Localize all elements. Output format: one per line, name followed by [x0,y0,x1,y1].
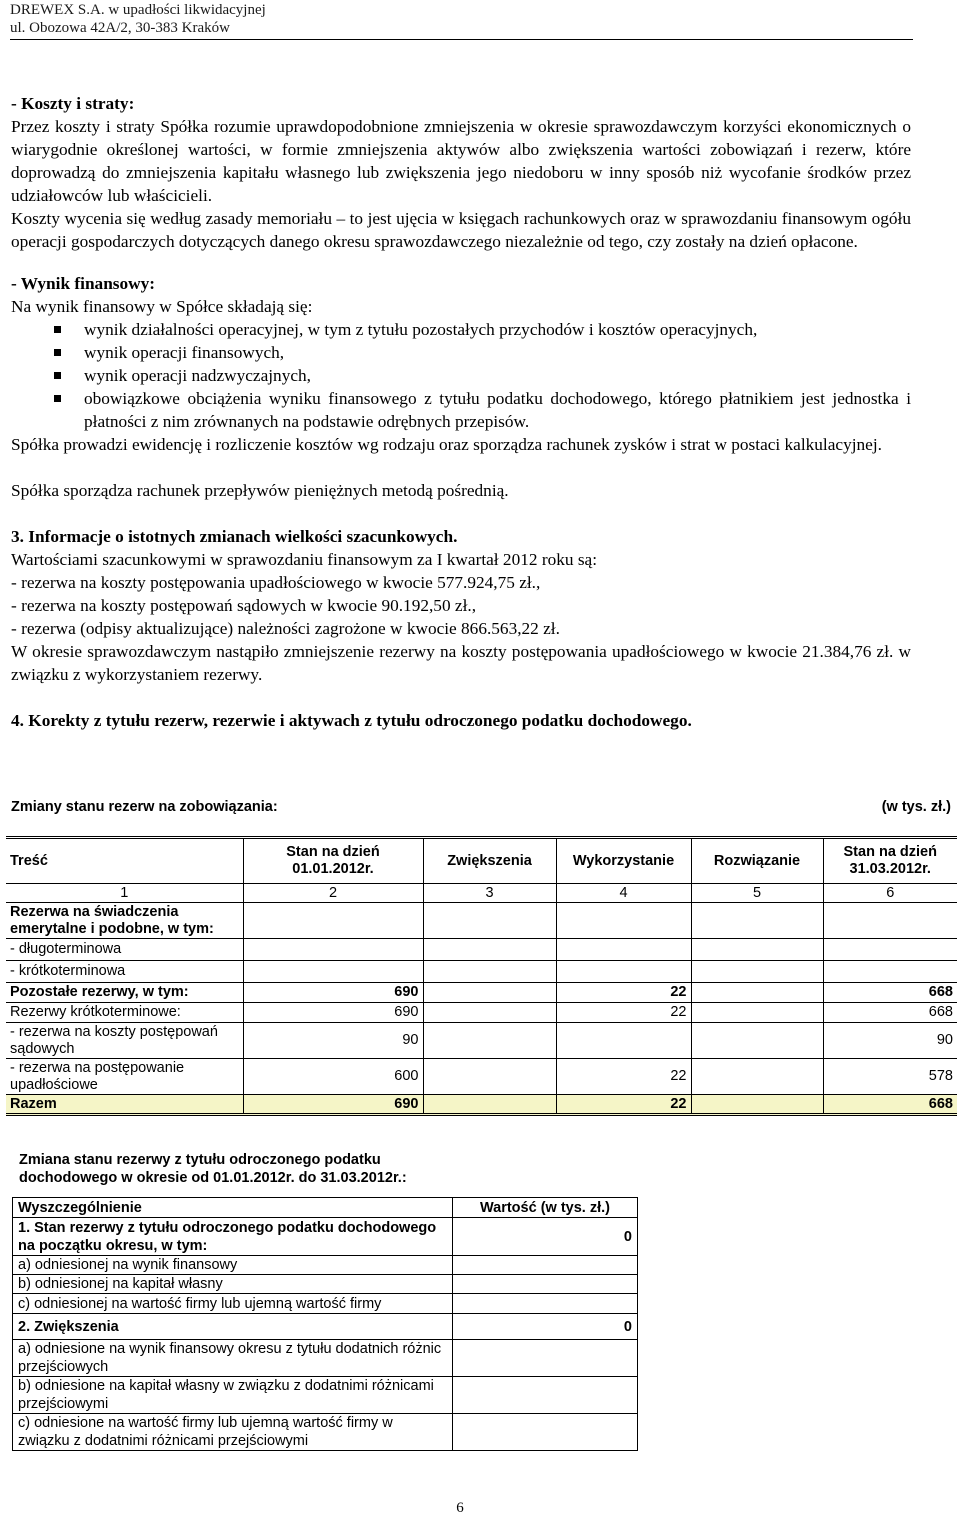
table-cell [556,939,691,961]
square-bullet-icon [54,349,61,356]
column-header: Stan na dzień 01.01.2012r. [243,838,423,884]
row-label: Razem [6,1095,243,1115]
reserves-table [6,836,957,1116]
table-cell: 600 [243,1059,423,1095]
table-row [13,1256,638,1275]
page-number: 6 [456,1500,464,1516]
row-label: 1. Stan rezerwy z tytułu odroczonego podatku dochodowego na początku okresu, w tym: [13,1218,453,1256]
costs-heading: - Koszty i straty: [11,94,135,113]
table-cell: 668 [823,1003,957,1023]
table-cell [243,903,423,939]
column-header: Treść [6,838,243,884]
table-cell [423,1059,556,1095]
table-row [6,983,957,1003]
table-cell: 22 [556,1059,691,1095]
table-cell [691,903,823,939]
result-bullet-list [11,318,911,433]
table-cell: 578 [823,1059,957,1095]
bullet-item-4: obowiązkowe obciążenia wyniku finansowego z tytułu podatku dochodowego, którego płatnikiem jest jednostka i płatności z nim zrównanych na podstawie odrębnych przepisów. [84,387,911,433]
bullet-item-3: wynik operacji nadzwyczajnych, [84,364,911,387]
table-header-row [6,838,957,884]
table-row [13,1414,638,1451]
table-cell [691,1023,823,1059]
reserves-table-unit: (w tys. zł.) [881,799,951,815]
column-number: 3 [423,884,556,903]
company-address: ul. Obozowa 42A/2, 30-383 Kraków [10,20,230,36]
section-3-heading: 3. Informacje o istotnych zmianach wielkości szacunkowych. [11,527,458,546]
table-cell [691,1059,823,1095]
table-cell [423,983,556,1003]
table-cell [691,983,823,1003]
table-row [6,1095,957,1115]
table-header-row [13,1198,638,1218]
table-row [13,1314,638,1340]
result-heading: - Wynik finansowy: [11,274,156,293]
company-name: DREWEX S.A. w upadłości likwidacyjnej [10,2,266,18]
page-header [10,1,913,40]
result-paragraph-1: Spółka prowadzi ewidencję i rozliczenie kosztów wg rodzaju oraz sporządza rachunek zysków i strat w postaci kalkulacyjnej. [11,435,882,454]
table-cell [556,903,691,939]
bullet-item-2: wynik operacji finansowych, [84,341,911,364]
row-label: b) odniesionej na kapitał własny [13,1275,453,1294]
column-number: 2 [243,884,423,903]
table-cell [556,961,691,983]
row-value: 0 [453,1314,638,1340]
row-value [453,1294,638,1314]
section-3-paragraph: W okresie sprawozdawczym nastąpiło zmniejszenie rezerwy na koszty postępowania upadłościowego w kwocie 21.384,76 zł. w związku z wykorzystaniem rezerwy. [11,642,911,684]
column-number-row [6,884,957,903]
table-cell: 22 [556,983,691,1003]
deferred-tax-table-caption: Zmiana stanu rezerwy z tytułu odroczonego podatku dochodowego w okresie od 01.01.2012r. do 31.03.2012r.: [19,1152,407,1186]
column-number: 6 [823,884,957,903]
column-number: 5 [691,884,823,903]
row-label: Rezerwa na świadczenia emerytalne i podobne, w tym: [6,903,243,939]
section-3-line-3: - rezerwa na koszty postępowań sądowych w kwocie 90.192,50 zł., [11,596,477,615]
table-cell [423,1023,556,1059]
table-cell [823,939,957,961]
costs-paragraph-1: Przez koszty i straty Spółka rozumie uprawdopodobnione zmniejszenia w okresie sprawozdawczym korzyści ekonomicznych o wiarygodnie określonej wartości, w formie zmniejszenia aktywów albo zwiększenia wartości zobowiązań i rezerw, które doprowadzą do zmniejszenia kapitału własnego lub zwiększenia jego niedoboru w inny sposób niż wycofanie środków przez udziałowców lub właścicieli. [11,117,911,205]
table-cell [691,1003,823,1023]
deferred-tax-table [12,1197,638,1451]
row-label: Pozostałe rezerwy, w tym: [6,983,243,1003]
table-row [6,1003,957,1023]
section-3-line-1: Wartościami szacunkowymi w sprawozdaniu finansowym za I kwartał 2012 roku są: [11,550,598,569]
table-cell [423,1003,556,1023]
table-cell [823,961,957,983]
row-value [453,1340,638,1377]
section-3-line-4: - rezerwa (odpisy aktualizujące) należności zagrożone w kwocie 866.563,22 zł. [11,619,560,638]
column-header: Wykorzystanie [556,838,691,884]
row-value [453,1414,638,1451]
column-header: Rozwiązanie [691,838,823,884]
costs-paragraph-2: Koszty wycenia się według zasady memoriału – to jest ujęcia w księgach rachunkowych oraz w sprawozdaniu finansowym ogółu operacji gospodarczych dotyczących danego okresu sprawozdawczego niezależnie od tego, czy zostały na dzień opłacone. [11,209,911,251]
table-cell: 22 [556,1003,691,1023]
table-cell: 668 [823,1095,957,1115]
square-bullet-icon [54,395,61,402]
row-label: 2. Zwiększenia [13,1314,453,1340]
square-bullet-icon [54,326,61,333]
table-cell: 668 [823,983,957,1003]
table-row [6,961,957,983]
table-row [6,939,957,961]
table-cell [556,1023,691,1059]
table-row [6,903,957,939]
section-3-line-2: - rezerwa na koszty postępowania upadłościowego w kwocie 577.924,75 zł., [11,573,541,592]
reserves-table-caption [11,798,951,816]
table-row [13,1275,638,1294]
table-cell: 90 [243,1023,423,1059]
row-value [453,1256,638,1275]
row-label: - rezerwa na koszty postępowań sądowych [6,1023,243,1059]
row-label: Rezerwy krótkoterminowe: [6,1003,243,1023]
table-cell: 690 [243,1003,423,1023]
table-cell [243,939,423,961]
table-row [6,1023,957,1059]
table-cell [691,961,823,983]
table-row [13,1294,638,1314]
table-cell: 690 [243,983,423,1003]
document-body [11,92,911,732]
table-row [6,1059,957,1095]
column-header: Zwiększenia [423,838,556,884]
column-header: Wyszczególnienie [13,1198,453,1218]
bullet-item-1: wynik działalności operacyjnej, w tym z tytułu pozostałych przychodów i kosztów operacyjnych, [84,318,911,341]
column-number: 1 [6,884,243,903]
table-row [13,1340,638,1377]
result-intro: Na wynik finansowy w Spółce składają się: [11,297,313,316]
row-label: - rezerwa na postępowanie upadłościowe [6,1059,243,1095]
table-cell: 90 [823,1023,957,1059]
table-cell: 22 [556,1095,691,1115]
table-cell [691,1095,823,1115]
column-number: 4 [556,884,691,903]
section-4-heading: 4. Korekty z tytułu rezerw, rezerwie i aktywach z tytułu odroczonego podatku dochodowego. [11,711,692,730]
row-label: - długoterminowa [6,939,243,961]
row-value [453,1377,638,1414]
table-cell: 690 [243,1095,423,1115]
table-row [13,1218,638,1256]
row-label: b) odniesione na kapitał własny w związku z dodatnimi różnicami przejściowymi [13,1377,453,1414]
row-label: a) odniesionej na wynik finansowy [13,1256,453,1275]
row-label: c) odniesione na wartość firmy lub ujemną wartość firmy w związku z dodatnimi różnicami przejściowymi [13,1414,453,1451]
column-header: Wartość (w tys. zł.) [453,1198,638,1218]
row-value [453,1275,638,1294]
row-label: - krótkoterminowa [6,961,243,983]
table-cell [423,961,556,983]
row-value: 0 [453,1218,638,1256]
table-cell [423,1095,556,1115]
reserves-table-title: Zmiany stanu rezerw na zobowiązania: [11,799,278,815]
table-cell [691,939,823,961]
table-cell [243,961,423,983]
table-cell [423,939,556,961]
table-cell [423,903,556,939]
row-label: c) odniesionej na wartość firmy lub ujemną wartość firmy [13,1294,453,1314]
result-paragraph-2: Spółka sporządza rachunek przepływów pieniężnych metodą pośrednią. [11,481,509,500]
row-label: a) odniesione na wynik finansowy okresu z tytułu dodatnich różnic przejściowych [13,1340,453,1377]
column-header: Stan na dzień 31.03.2012r. [823,838,957,884]
square-bullet-icon [54,372,61,379]
table-row [13,1377,638,1414]
table-cell [823,903,957,939]
